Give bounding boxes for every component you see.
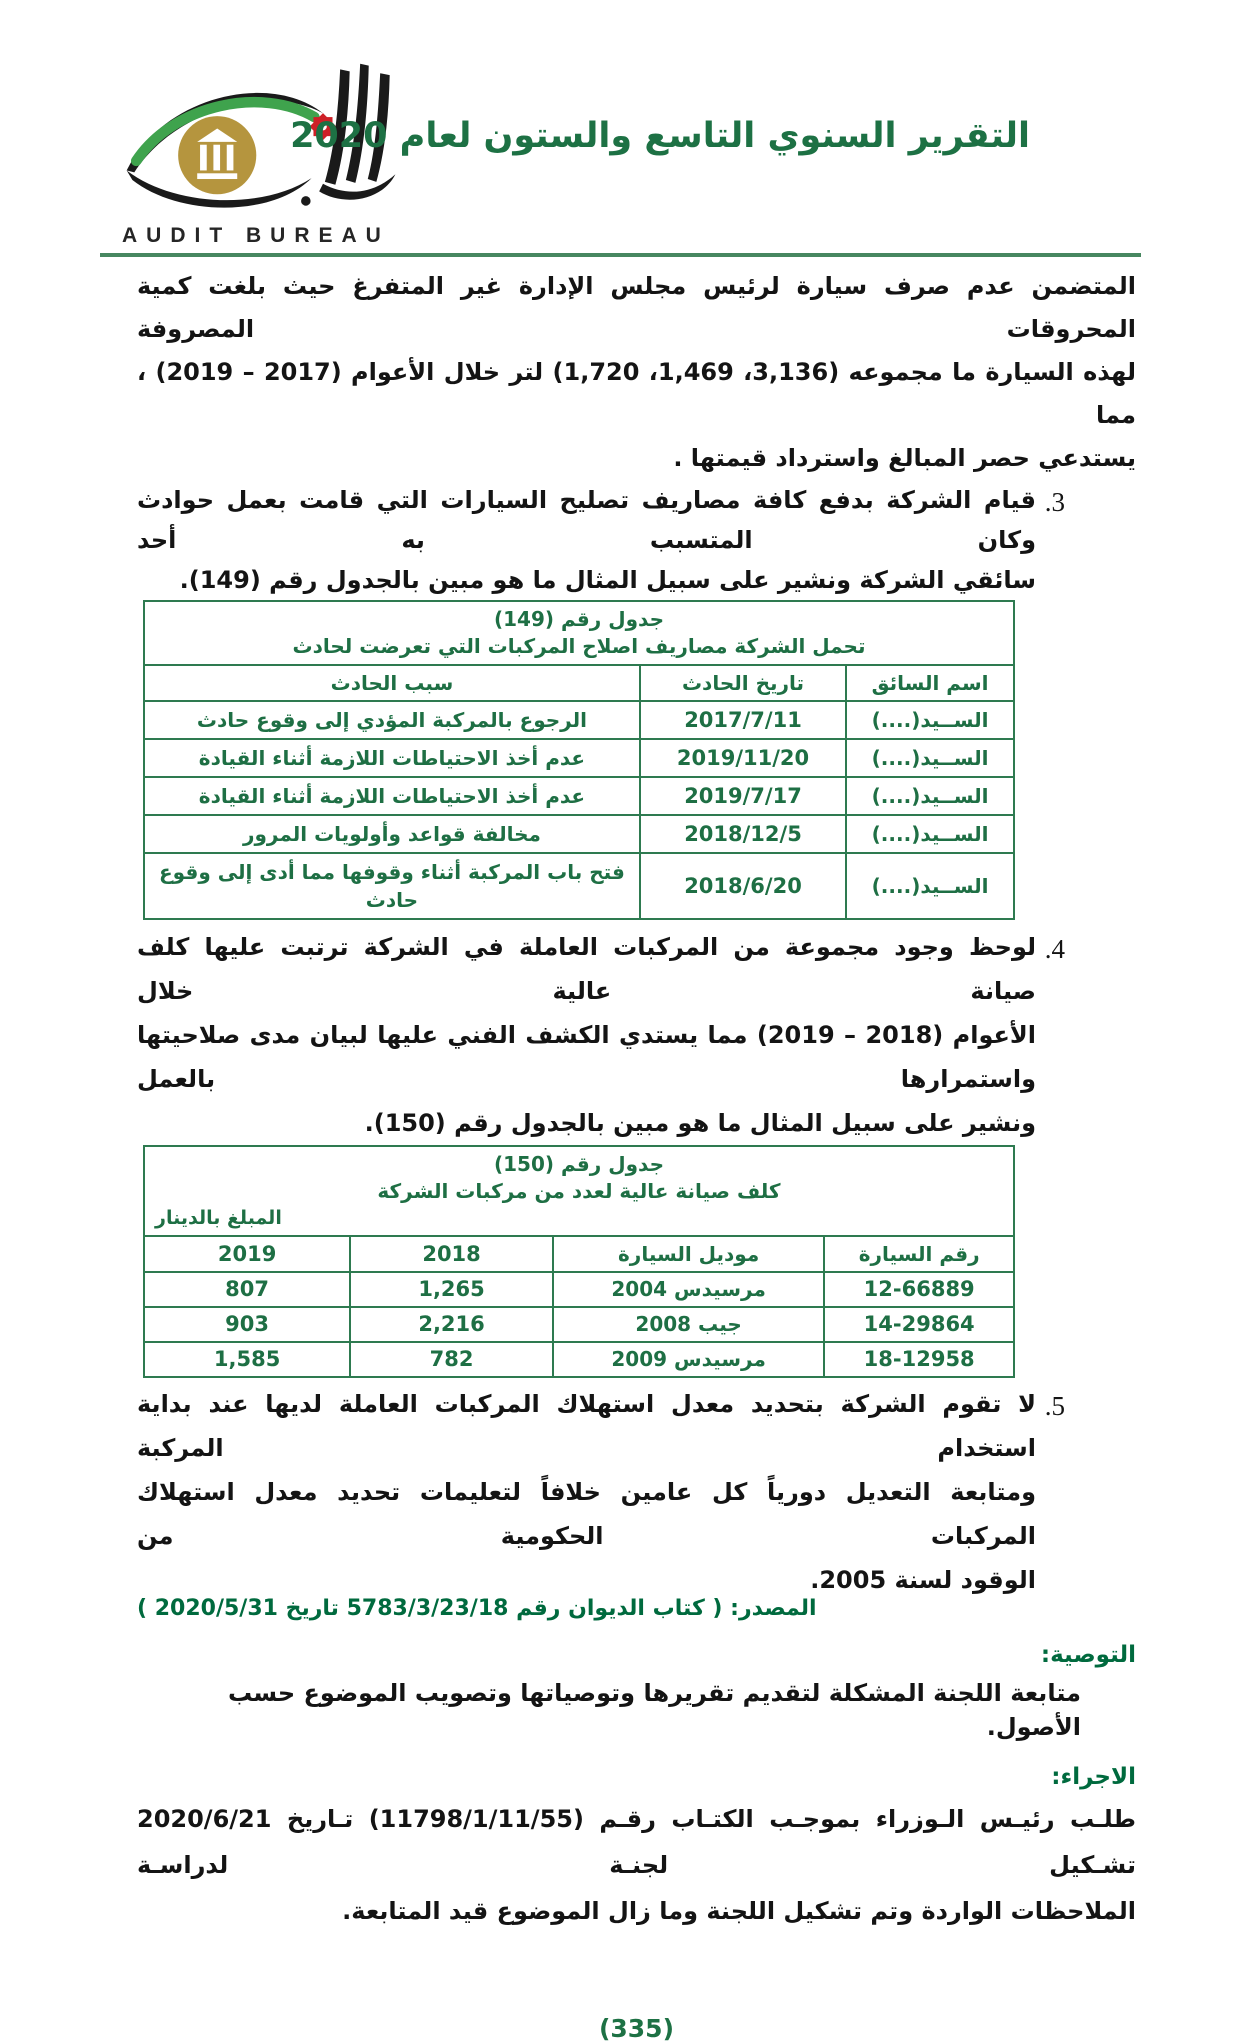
paragraph-line: لا تقوم الشركة بتحديد معدل استهلاك المركبات العاملة لديها عند بداية استخدام المركبة	[137, 1390, 1036, 1462]
paragraph-line: طلـب رئيـس الـوزراء بموجـب الكتـاب رقـم (11798/1/11/55) تـاريخ 2020/6/21 تشـكيل لجنـة لدراسـة	[137, 1805, 1136, 1879]
logo-dot	[301, 196, 311, 206]
paragraph-line: الأعوام (2018 – 2019) مما يستدي الكشف الفني عليها لبيان مدى صلاحيتها واستمرارها بالعمل	[137, 1021, 1036, 1093]
table-cell: فتح باب المركبة أثناء وقوفها مما أدى إلى وقوع حادث	[144, 853, 640, 919]
table-cell: الســيد(....)	[846, 701, 1014, 739]
paragraph-line: سائقي الشركة ونشير على سبيل المثال ما هو مبين بالجدول رقم (149).	[179, 566, 1036, 594]
paragraph-line: ومتابعة التعديل دورياً كل عامين خلافاً لتعليمات تحديد معدل استهلاك المركبات الحكومية من	[137, 1478, 1036, 1550]
table-row	[144, 853, 1014, 919]
table-cell: 782	[350, 1342, 553, 1377]
table-header-row	[144, 665, 1014, 701]
table-cell: 903	[144, 1307, 350, 1342]
numbered-item-4	[137, 925, 1136, 1145]
item-number: 3.	[1044, 487, 1065, 517]
table-cell: 1,585	[144, 1342, 350, 1377]
recommendation-text: متابعة اللجنة المشكلة لتقديم تقريرها وتوصياتها وتصويب الموضوع حسب الأصول.	[228, 1679, 1081, 1741]
header-divider-rule	[100, 253, 1141, 257]
numbered-item-5	[137, 1382, 1136, 1602]
page-header	[0, 0, 1241, 253]
table-title-cell	[144, 1146, 1014, 1236]
table-149-body	[144, 701, 1014, 919]
table-150-head	[144, 1146, 1014, 1272]
table-row	[144, 701, 1014, 739]
report-title: التقرير السنوي التاسع والستون لعام 2020	[290, 116, 1030, 156]
numbered-item-3	[137, 480, 1136, 600]
logo-emblem-column	[200, 145, 207, 171]
table-header-row	[144, 1236, 1014, 1272]
table-150	[143, 1145, 1015, 1378]
table-cell: مرسيدس 2009	[553, 1342, 824, 1377]
table-150-body	[144, 1272, 1014, 1377]
paragraph-line: قيام الشركة بدفع كافة مصاريف تصليح السيارات التي قامت بعمل حوادث وكان المتسبب به أحد	[137, 486, 1036, 554]
table-title-row	[144, 601, 1014, 665]
column-header: تاريخ الحادث	[640, 665, 846, 701]
column-header: رقم السيارة	[824, 1236, 1014, 1272]
column-header: 2019	[144, 1236, 350, 1272]
table-cell: الســيد(....)	[846, 739, 1014, 777]
paragraph-line: الملاحظات الواردة وتم تشكيل اللجنة وما زال الموضوع قيد المتابعة.	[342, 1897, 1136, 1925]
paragraph-line: يستدعي حصر المبالغ واسترداد قيمتها .	[673, 444, 1136, 472]
intro-paragraph	[137, 265, 1136, 480]
table-cell: مرسيدس 2004	[553, 1272, 824, 1307]
column-header: سبب الحادث	[144, 665, 640, 701]
column-header: 2018	[350, 1236, 553, 1272]
table-row	[144, 1272, 1014, 1307]
table-row	[144, 815, 1014, 853]
table-cell: مخالفة قواعد وأولويات المرور	[144, 815, 640, 853]
item-number: 5.	[1044, 1391, 1065, 1421]
table-title: جدول رقم (149)	[493, 607, 664, 631]
action-paragraph	[137, 1796, 1136, 1934]
table-cell: 1,265	[350, 1272, 553, 1307]
document-body	[0, 265, 1241, 2043]
page-number: (335)	[598, 2014, 675, 2043]
table-row	[144, 739, 1014, 777]
table-cell: 2017/7/11	[640, 701, 846, 739]
item-number: 4.	[1044, 934, 1065, 964]
column-header: موديل السيارة	[553, 1236, 824, 1272]
table-row	[144, 777, 1014, 815]
table-title-cell	[144, 601, 1014, 665]
table-cell: الســيد(....)	[846, 815, 1014, 853]
table-149-head	[144, 601, 1014, 701]
paragraph-line: الوقود لسنة 2005.	[810, 1566, 1036, 1594]
table-149	[143, 600, 1015, 920]
table-row	[144, 1342, 1014, 1377]
table-cell: الســيد(....)	[846, 853, 1014, 919]
table-cell: 2019/7/17	[640, 777, 846, 815]
logo-latin-text: AUDIT BUREAU	[122, 224, 390, 247]
table-cell: 807	[144, 1272, 350, 1307]
table-cell: عدم أخذ الاحتياطات اللازمة أثناء القيادة	[144, 739, 640, 777]
table-subtitle: كلف صيانة عالية لعدد من مركبات الشركة	[377, 1179, 781, 1203]
table-cell: 12-66889	[824, 1272, 1014, 1307]
table-cell: جيب 2008	[553, 1307, 824, 1342]
logo-emblem-column	[213, 145, 220, 171]
table-title-row	[144, 1146, 1014, 1236]
table-cell: عدم أخذ الاحتياطات اللازمة أثناء القيادة	[144, 777, 640, 815]
table-row	[144, 1307, 1014, 1342]
table-cell: 18-12958	[824, 1342, 1014, 1377]
paragraph-line: المتضمن عدم صرف سيارة لرئيس مجلس الإدارة غير المتفرغ حيث بلغت كمية المحروقات المصروفة	[137, 272, 1136, 343]
table-cell: 2,216	[350, 1307, 553, 1342]
table-subtitle: تحمل الشركة مصاريف اصلاح المركبات التي تعرضت لحادث	[292, 634, 866, 658]
paragraph-line: ونشير على سبيل المثال ما هو مبين بالجدول رقم (150).	[364, 1109, 1036, 1137]
table-cell: الرجوع بالمركبة المؤدي إلى وقوع حادث	[144, 701, 640, 739]
table-cell: 2019/11/20	[640, 739, 846, 777]
source-reference: المصدر: ( كتاب الديوان رقم 5783/3/23/18 تاريخ 2020/5/31 )	[137, 1596, 817, 1621]
table-title: جدول رقم (150)	[493, 1152, 664, 1176]
table-cell: الســيد(....)	[846, 777, 1014, 815]
paragraph-line: لوحظ وجود مجموعة من المركبات العاملة في الشركة ترتبت عليها كلف صيانة عالية خلال	[137, 933, 1036, 1005]
table-unit-note: المبلغ بالدينار	[155, 1207, 282, 1229]
logo-emblem-column	[227, 145, 234, 171]
paragraph-line: لهذه السيارة ما مجموعه (3,136، 1,469، 1,720) لتر خلال الأعوام (2017 – 2019) ، مما	[137, 358, 1137, 429]
table-cell: 14-29864	[824, 1307, 1014, 1342]
table-cell: 2018/12/5	[640, 815, 846, 853]
action-heading: الاجراء:	[1051, 1764, 1136, 1790]
logo-emblem-base	[197, 173, 237, 179]
table-cell: 2018/6/20	[640, 853, 846, 919]
column-header: اسم السائق	[846, 665, 1014, 701]
recommendation-heading: التوصية:	[1040, 1642, 1136, 1668]
